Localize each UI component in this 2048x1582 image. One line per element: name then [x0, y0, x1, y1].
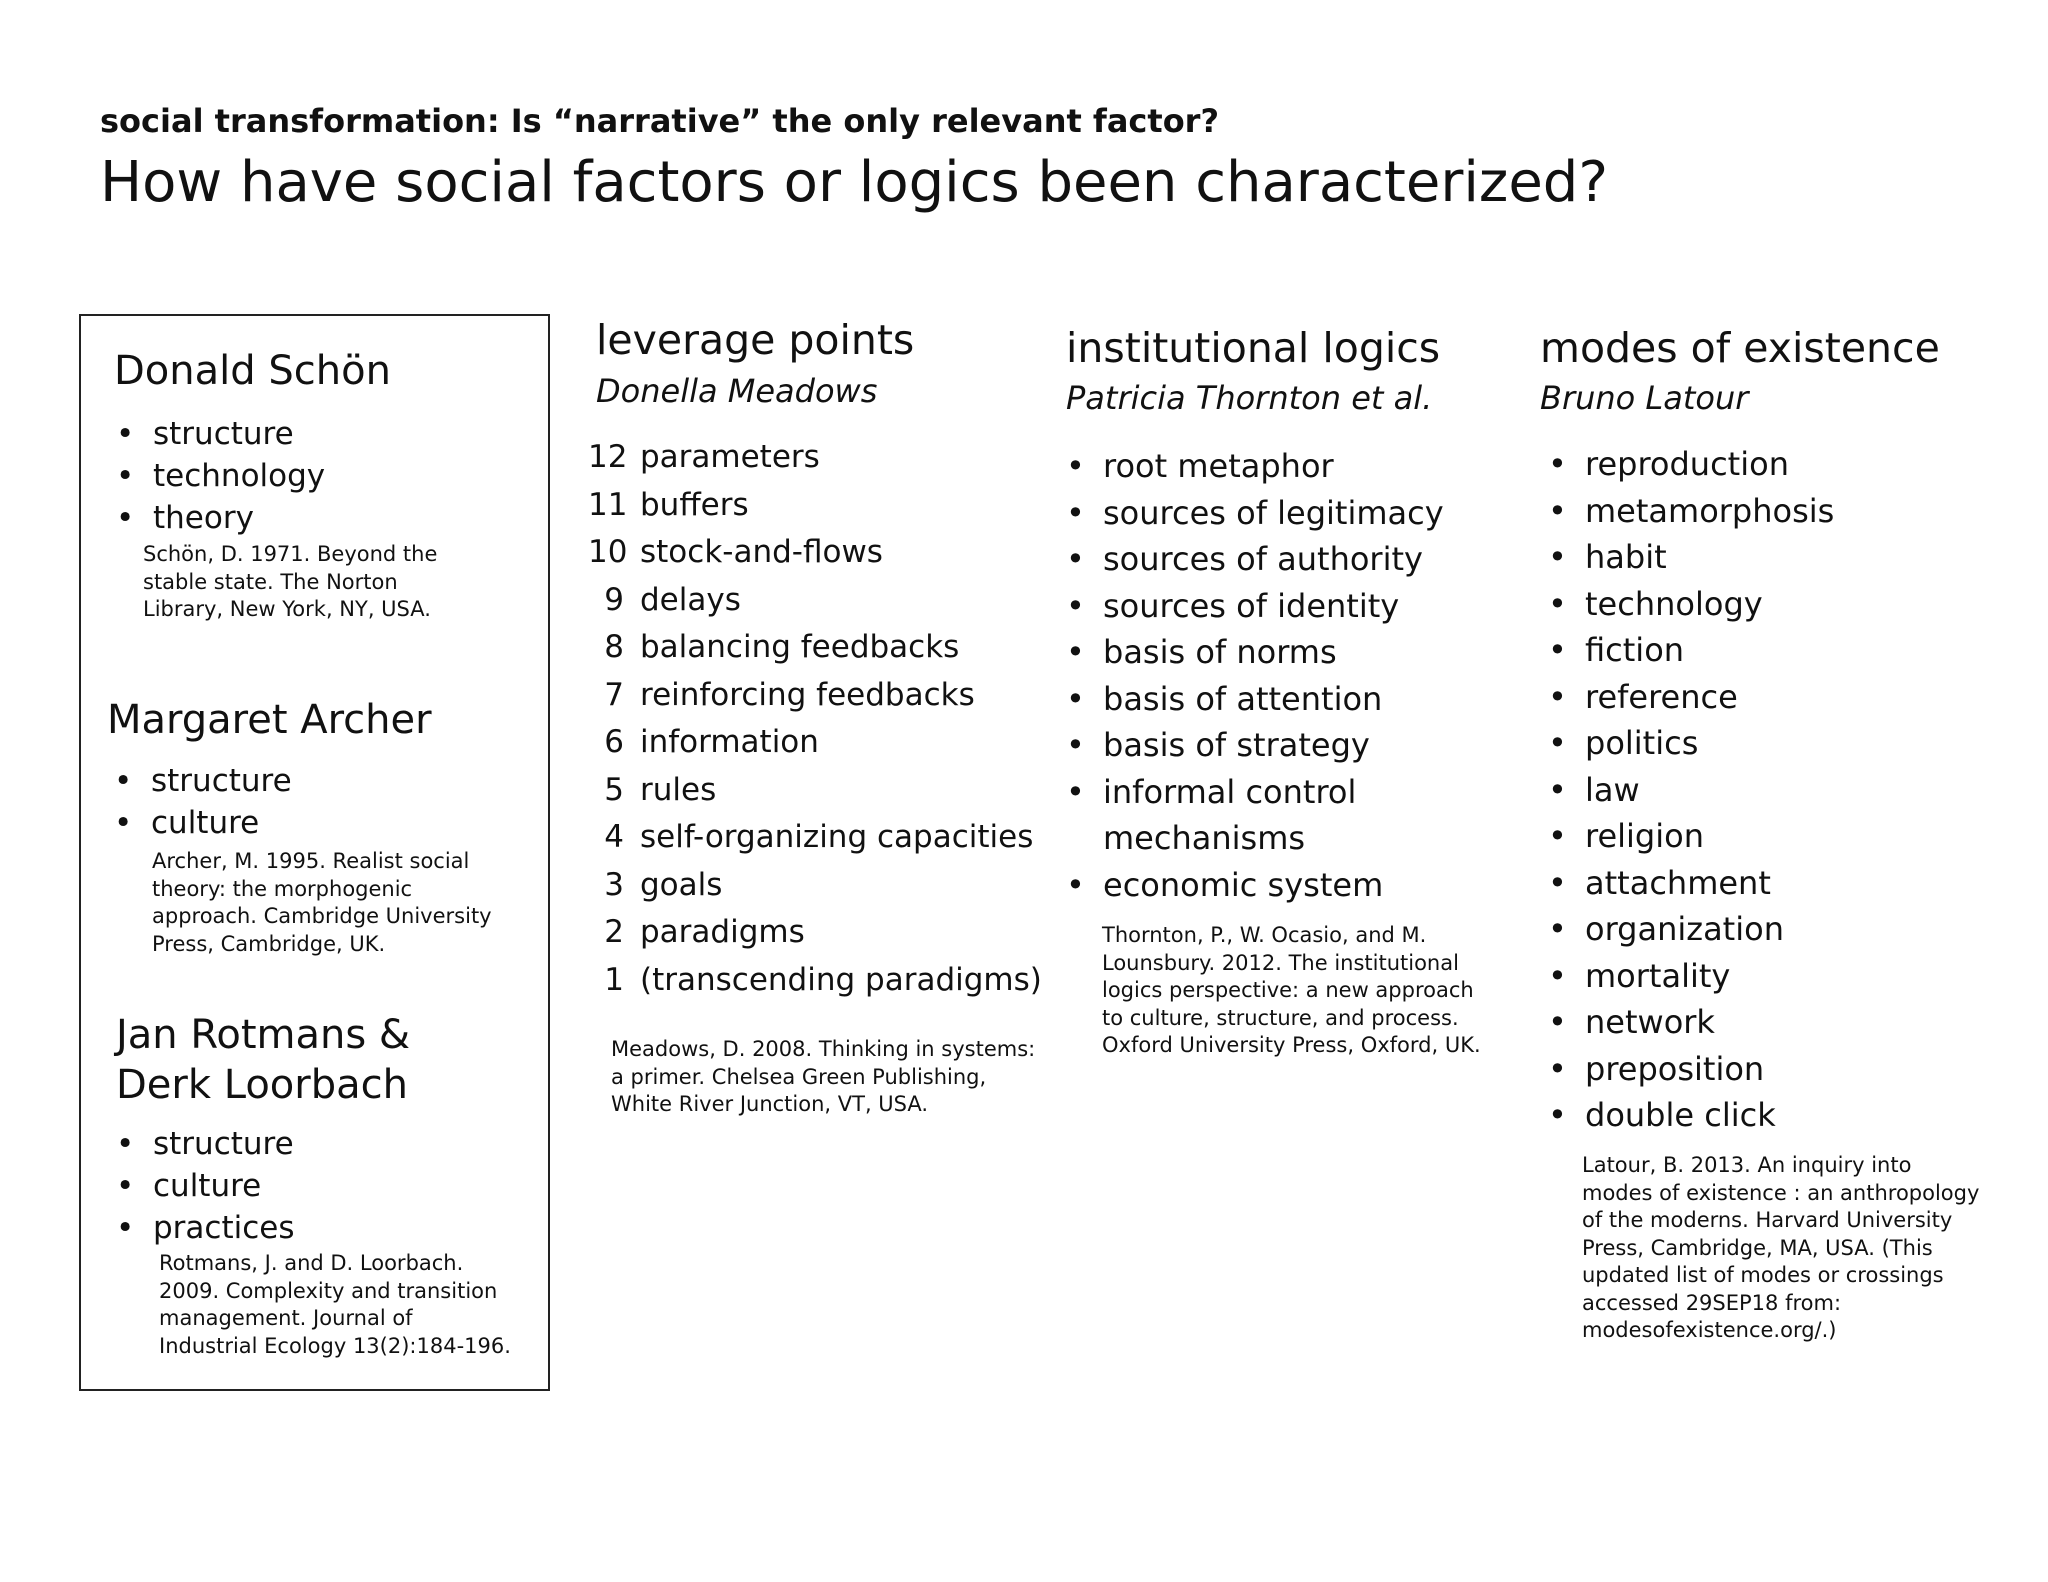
list-item: • practices	[116, 1207, 295, 1249]
leverage-author: Donella Meadows	[596, 372, 878, 410]
list-item: • structure	[116, 413, 325, 455]
list-item: 5 rules	[604, 771, 717, 808]
list-item: • organization	[1548, 906, 1834, 953]
leverage-list	[588, 434, 1042, 1004]
leverage-reference: Meadows, D. 2008. Thinking in systems: a primer. Chelsea Green Publishing, White River Junction, VT, USA.	[611, 1037, 1036, 1116]
list-item: • mortality	[1548, 953, 1834, 1000]
modes-author: Bruno Latour	[1540, 379, 1749, 417]
list-item: • sources of legitimacy	[1066, 490, 1444, 537]
list-item: • structure	[116, 1123, 295, 1165]
list-item: • basis of norms	[1066, 629, 1444, 676]
list-item: • technology	[116, 455, 325, 497]
list-item: • reproduction	[1548, 441, 1834, 488]
archer-name: Margaret Archer	[107, 697, 432, 743]
institutional-author: Patricia Thornton et al.	[1066, 379, 1433, 417]
list-item: • culture	[114, 802, 292, 844]
schon-name: Donald Schön	[114, 348, 391, 394]
list-item: 4 self-organizing capacities	[604, 819, 1034, 855]
list-item: • economic system	[1066, 862, 1444, 909]
list-item: • theory	[116, 497, 325, 539]
modes-reference: Latour, B. 2013. An inquiry into modes of existence : an anthropology of the moderns. Harvard University Press, Cambridge, MA, USA. (This updated list of modes or crossings accessed 29SEP18 from: modesofexistence.org/.)	[1582, 1153, 1980, 1342]
list-item: • reference	[1548, 674, 1834, 721]
list-item: • structure	[114, 760, 292, 802]
slide-kicker: social transformation: Is “narrative” the only relevant factor?	[100, 102, 1220, 140]
rotmans-list	[116, 1123, 295, 1249]
list-item: 7 reinforcing feedbacks	[604, 676, 975, 713]
list-item: • fiction	[1548, 627, 1834, 674]
list-item: • technology	[1548, 581, 1834, 628]
list-item: • religion	[1548, 813, 1834, 860]
list-item: • network	[1548, 999, 1834, 1046]
institutional-reference: Thornton, P., W. Ocasio, and M. Lounsbury. 2012. The institutional logics perspective: a new approach to culture, structure, and process. Oxford University Press, Oxford, UK.	[1102, 923, 1481, 1057]
institutional-list	[1066, 443, 1444, 908]
list-item: • law	[1548, 767, 1834, 814]
list-item: • culture	[116, 1165, 295, 1207]
rotmans-loorbach-name: Jan Rotmans & Derk Loorbach	[116, 1012, 411, 1108]
list-item: 6 information	[604, 724, 819, 760]
archer-reference: Archer, M. 1995. Realist social theory: the morphogenic approach. Cambridge University Press, Cambridge, UK.	[152, 849, 492, 956]
modes-list	[1548, 441, 1834, 1139]
list-item: • sources of identity	[1066, 583, 1444, 630]
list-item: • double click	[1548, 1092, 1834, 1139]
rotmans-reference: Rotmans, J. and D. Loorbach. 2009. Complexity and transition management. Journal of Industrial Ecology 13(2):184-196.	[159, 1251, 511, 1358]
archer-list	[114, 760, 292, 844]
list-item: 1 (transcending paradigms)	[604, 961, 1042, 998]
list-item: • root metaphor	[1066, 443, 1444, 490]
list-item: • basis of strategy	[1066, 722, 1444, 769]
list-item: • informal control mechanisms	[1066, 769, 1373, 862]
list-item: • preposition	[1548, 1046, 1834, 1093]
list-item: 8 balancing feedbacks	[604, 629, 960, 665]
list-item: • metamorphosis	[1548, 488, 1834, 535]
institutional-title: institutional logics	[1066, 324, 1441, 372]
slide-title: How have social factors or logics been characterized?	[100, 150, 1609, 215]
list-item: 2 paradigms	[604, 914, 805, 950]
list-item: 9 delays	[604, 581, 741, 618]
list-item: • basis of attention	[1066, 676, 1444, 723]
schon-reference: Schön, D. 1971. Beyond the stable state. The Norton Library, New York, NY, USA.	[143, 542, 438, 621]
list-item: • sources of authority	[1066, 536, 1444, 583]
list-item: 11 buffers	[588, 486, 749, 523]
modes-title: modes of existence	[1540, 324, 1940, 372]
leverage-title: leverage points	[596, 316, 915, 364]
list-item: • habit	[1548, 534, 1834, 581]
list-item: • politics	[1548, 720, 1834, 767]
list-item: • attachment	[1548, 860, 1834, 907]
list-item: 12 parameters	[588, 439, 820, 475]
list-item: 10 stock-and-flows	[588, 534, 883, 570]
list-item: 3 goals	[604, 866, 723, 903]
schon-list	[116, 413, 325, 539]
